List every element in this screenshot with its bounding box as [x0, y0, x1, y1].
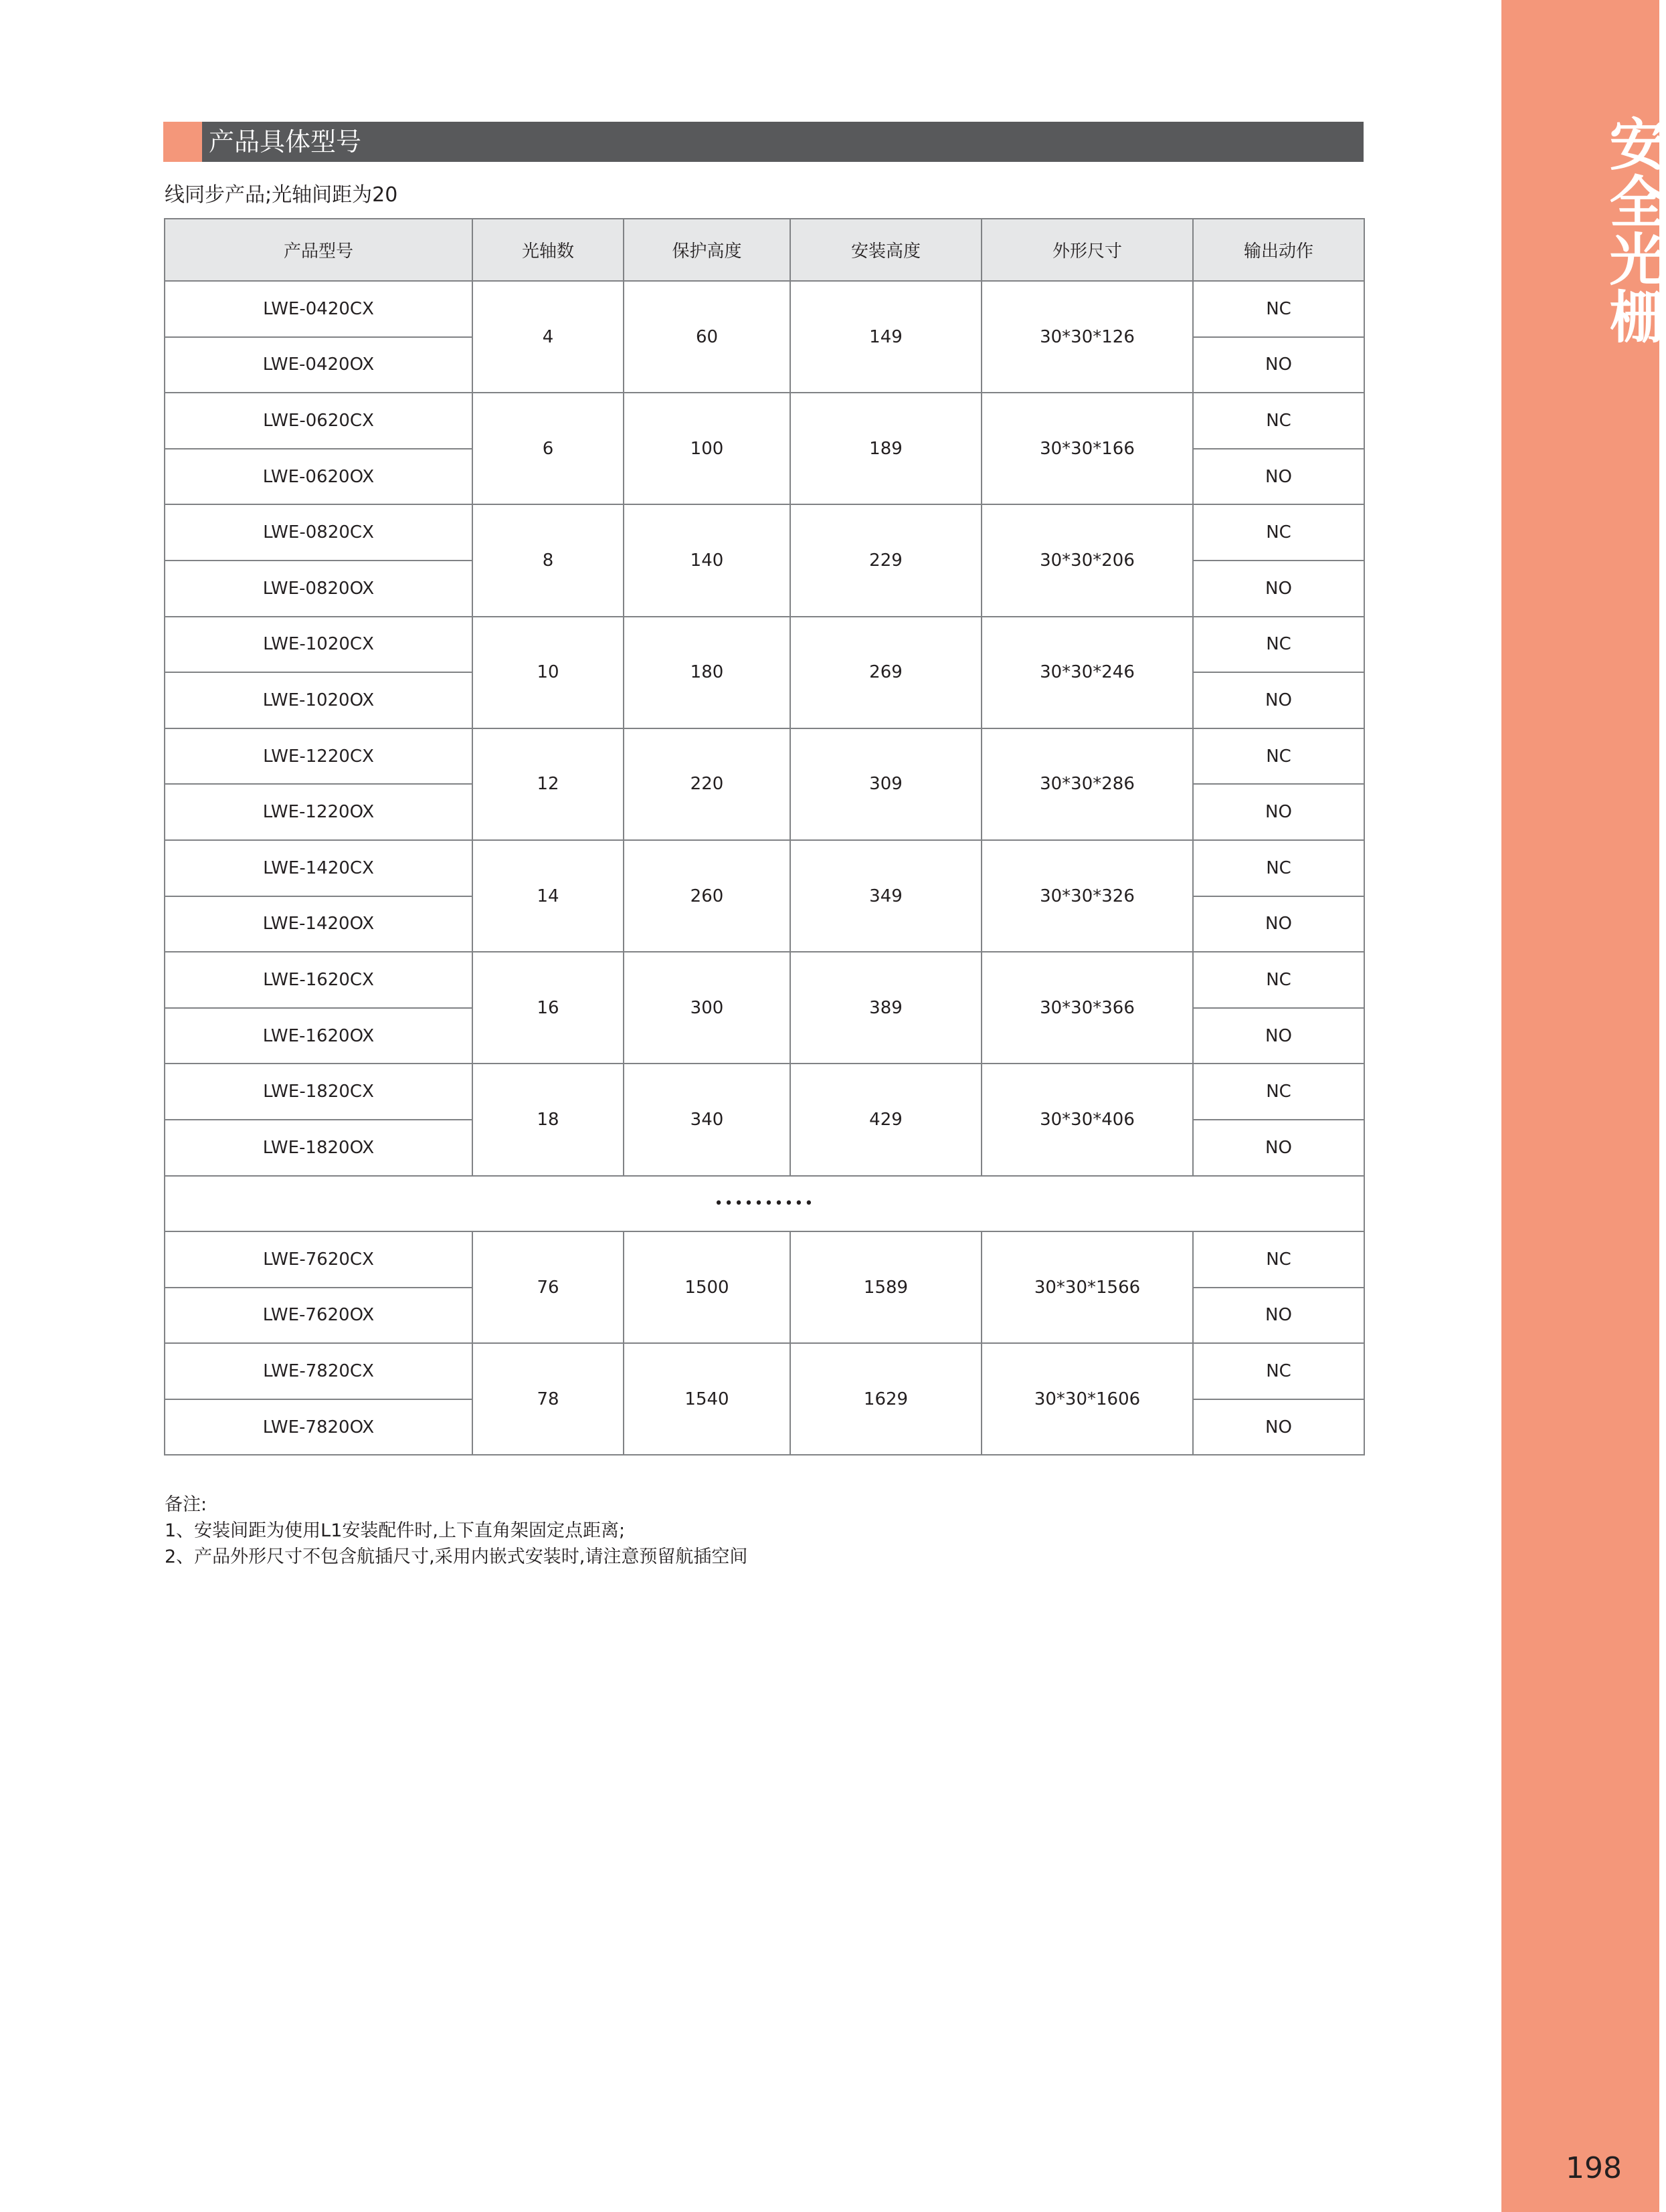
- protect-height-cell: 260: [624, 840, 790, 952]
- axes-cell: 4: [472, 281, 624, 393]
- table-row: [165, 281, 1364, 337]
- table-row: [165, 1231, 1364, 1288]
- install-height-cell: 269: [790, 617, 982, 728]
- install-height-cell: 1629: [790, 1343, 982, 1455]
- model-cell: LWE-1820CX: [165, 1064, 472, 1120]
- model-cell: LWE-1220CX: [165, 728, 472, 785]
- install-height-cell: 189: [790, 393, 982, 504]
- axes-cell: 18: [472, 1064, 624, 1175]
- model-cell: LWE-0620OX: [165, 449, 472, 505]
- output-cell: NO: [1193, 1288, 1364, 1344]
- dimensions-cell: 30*30*166: [982, 393, 1193, 504]
- table-row-ellipsis: [165, 1176, 1364, 1232]
- output-cell: NO: [1193, 1120, 1364, 1176]
- spec-table: [164, 218, 1365, 1455]
- install-height-cell: 229: [790, 504, 982, 616]
- output-cell: NO: [1193, 337, 1364, 393]
- notes: [165, 1492, 747, 1570]
- sidebar-title: 安全光栅: [1600, 115, 1666, 345]
- output-cell: NC: [1193, 617, 1364, 673]
- model-cell: LWE-7820CX: [165, 1343, 472, 1399]
- output-cell: NO: [1193, 672, 1364, 728]
- notes-item-2: 2、产品外形尺寸不包含航插尺寸,采用内嵌式安装时,请注意预留航插空间: [165, 1546, 748, 1567]
- axes-cell: 12: [472, 728, 624, 840]
- section-header: [163, 122, 1364, 162]
- axes-cell: 78: [472, 1343, 624, 1455]
- model-cell: LWE-1220OX: [165, 784, 472, 840]
- model-cell: LWE-7620OX: [165, 1288, 472, 1344]
- table-row: [165, 617, 1364, 673]
- model-cell: LWE-1620CX: [165, 952, 472, 1008]
- output-cell: NO: [1193, 896, 1364, 952]
- dimensions-cell: 30*30*406: [982, 1064, 1193, 1175]
- install-height-cell: 389: [790, 952, 982, 1064]
- output-cell: NO: [1193, 449, 1364, 505]
- output-cell: NC: [1193, 952, 1364, 1008]
- model-cell: LWE-0420CX: [165, 281, 472, 337]
- output-cell: NO: [1193, 1399, 1364, 1455]
- section-accent-block: [163, 122, 202, 162]
- notes-item-1: 1、安装间距为使用L1安装配件时,上下直角架固定点距离;: [165, 1520, 626, 1541]
- column-header: 光轴数: [472, 219, 624, 281]
- install-height-cell: 349: [790, 840, 982, 952]
- dimensions-cell: 30*30*326: [982, 840, 1193, 952]
- table-body: [165, 281, 1364, 1455]
- model-cell: LWE-7620CX: [165, 1231, 472, 1288]
- axes-cell: 8: [472, 504, 624, 616]
- dimensions-cell: 30*30*1566: [982, 1231, 1193, 1343]
- dimensions-cell: 30*30*1606: [982, 1343, 1193, 1455]
- install-height-cell: 309: [790, 728, 982, 840]
- column-header: 保护高度: [624, 219, 790, 281]
- table-subtitle: 线同步产品;光轴间距为20: [165, 183, 398, 207]
- axes-cell: 6: [472, 393, 624, 504]
- output-cell: NO: [1193, 784, 1364, 840]
- model-cell: LWE-1020OX: [165, 672, 472, 728]
- column-header: 输出动作: [1193, 219, 1364, 281]
- table-row: [165, 504, 1364, 561]
- axes-cell: 76: [472, 1231, 624, 1343]
- table-row: [165, 840, 1364, 896]
- output-cell: NC: [1193, 1231, 1364, 1288]
- table-header-row: [165, 219, 1364, 281]
- column-header: 安装高度: [790, 219, 982, 281]
- output-cell: NC: [1193, 1064, 1364, 1120]
- protect-height-cell: 140: [624, 504, 790, 616]
- sidebar: [1501, 0, 1666, 2212]
- output-cell: NO: [1193, 561, 1364, 617]
- install-height-cell: 1589: [790, 1231, 982, 1343]
- protect-height-cell: 100: [624, 393, 790, 504]
- install-height-cell: 429: [790, 1064, 982, 1175]
- protect-height-cell: 340: [624, 1064, 790, 1175]
- protect-height-cell: 220: [624, 728, 790, 840]
- notes-heading: 备注:: [165, 1494, 207, 1515]
- axes-cell: 14: [472, 840, 624, 952]
- table-row: [165, 728, 1364, 785]
- protect-height-cell: 180: [624, 617, 790, 728]
- model-cell: LWE-1620OX: [165, 1008, 472, 1064]
- ellipsis-cell: ••••••••••: [165, 1176, 1364, 1232]
- column-header: 产品型号: [165, 219, 472, 281]
- output-cell: NC: [1193, 281, 1364, 337]
- dimensions-cell: 30*30*246: [982, 617, 1193, 728]
- output-cell: NC: [1193, 728, 1364, 785]
- table-row: [165, 1343, 1364, 1399]
- protect-height-cell: 300: [624, 952, 790, 1064]
- model-cell: LWE-1820OX: [165, 1120, 472, 1176]
- axes-cell: 16: [472, 952, 624, 1064]
- table-row: [165, 1064, 1364, 1120]
- dimensions-cell: 30*30*206: [982, 504, 1193, 616]
- section-title: 产品具体型号: [209, 127, 362, 157]
- output-cell: NC: [1193, 1343, 1364, 1399]
- output-cell: NC: [1193, 393, 1364, 449]
- install-height-cell: 149: [790, 281, 982, 393]
- protect-height-cell: 1540: [624, 1343, 790, 1455]
- dimensions-cell: 30*30*366: [982, 952, 1193, 1064]
- output-cell: NC: [1193, 840, 1364, 896]
- model-cell: LWE-0420OX: [165, 337, 472, 393]
- protect-height-cell: 60: [624, 281, 790, 393]
- page-number: 198: [1566, 2151, 1622, 2185]
- model-cell: LWE-0820OX: [165, 561, 472, 617]
- table-row: [165, 952, 1364, 1008]
- model-cell: LWE-7820OX: [165, 1399, 472, 1455]
- model-cell: LWE-1420CX: [165, 840, 472, 896]
- protect-height-cell: 1500: [624, 1231, 790, 1343]
- output-cell: NC: [1193, 504, 1364, 561]
- dimensions-cell: 30*30*126: [982, 281, 1193, 393]
- output-cell: NO: [1193, 1008, 1364, 1064]
- model-cell: LWE-1420OX: [165, 896, 472, 952]
- axes-cell: 10: [472, 617, 624, 728]
- table-row: [165, 393, 1364, 449]
- dimensions-cell: 30*30*286: [982, 728, 1193, 840]
- model-cell: LWE-1020CX: [165, 617, 472, 673]
- column-header: 外形尺寸: [982, 219, 1193, 281]
- model-cell: LWE-0820CX: [165, 504, 472, 561]
- model-cell: LWE-0620CX: [165, 393, 472, 449]
